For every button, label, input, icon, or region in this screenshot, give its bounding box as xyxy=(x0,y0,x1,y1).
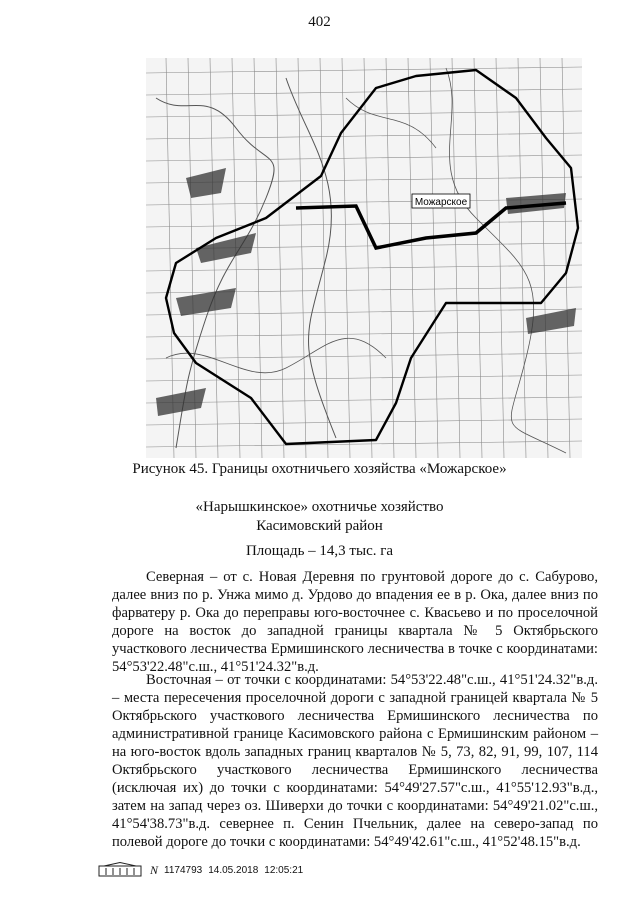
paragraph-north: Северная – от с. Новая Деревня по грунтовой дороге до с. Сабурово, далее вниз по р. Унжа мимо д. Урдово до впадения ее в р. Ока, далее вниз по фарватеру р. Ока до переправы юго-восточнее с. Квасьево и по проселочной дороге на восток до западной границы квартала № 5 Октябрьского участкового лесничества Ермишинского лесничества в точке с координатами: 54°53'22.48"с.ш., 41°51'24.32"в.д. xyxy=(112,569,598,675)
section-district: Касимовский район xyxy=(256,518,383,534)
footer-date: 14.05.2018 xyxy=(208,864,259,876)
map-label-mozharskoe: Можарское xyxy=(414,197,468,208)
footer-doc-number: 1174793 xyxy=(164,864,203,876)
document-footer xyxy=(98,860,309,880)
paragraph-east: Восточная – от точки с координатами: 54°53'22.48"с.ш., 41°51'24.32"в.д. – места пересечения проселочной дороги с западной границей квартала № 5 Октябрьского участкового лесничества Ермишинского лесничества по административной границе Касимовского района с Ермишинским районом – на юго-восток вдоль западных границ кварталов № 5, 73, 82, 91, 99, 107, 114 Октябрьского участкового лесничества Ермишинского лесничества (исключая их) до точки с координатами: 54°49'27.57"с.ш., 41°55'12.93"в.д., затем на запад через оз. Шиверхи до точки с координатами: 54°49'21.02"с.ш., 41°54'38.73"в.д. севернее п. Сенин Пчельник, далее на северо-запад по полевой дороге до точки с координатами: 54°49'42.61"с.ш., 41°52'48.15"в.д. xyxy=(112,672,598,850)
footer-time: 12:05:21 xyxy=(264,864,304,876)
footer-n-mark: N xyxy=(150,862,159,877)
figure-caption: Рисунок 45. Границы охотничьего хозяйства «Можарское» xyxy=(132,461,507,477)
section-area: Площадь – 14,3 тыс. га xyxy=(245,543,394,559)
hunting-area-map xyxy=(146,58,582,458)
section-title: «Нарышкинское» охотничье хозяйство xyxy=(195,499,444,515)
boundary-east xyxy=(112,671,598,851)
registry-stamp-icon xyxy=(98,862,142,878)
boundary-north xyxy=(112,568,598,676)
page-number: 402 xyxy=(308,14,331,30)
